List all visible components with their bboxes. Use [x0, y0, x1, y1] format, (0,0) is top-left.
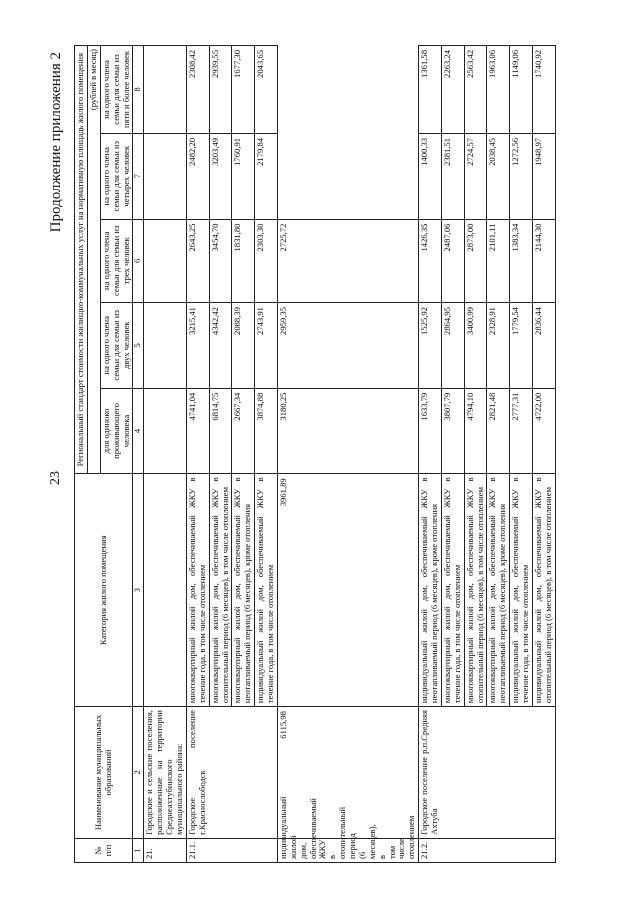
value-cell: 3807,79	[441, 388, 464, 474]
header-sub-1: для одиноко проживающего человека	[100, 388, 133, 474]
value-cell: 2873,00	[464, 219, 487, 302]
value-cell: 6115,98	[277, 707, 418, 839]
column-index: 2	[133, 707, 144, 839]
tariff-table	[74, 45, 556, 863]
value-cell: 1525,92	[419, 303, 442, 389]
value-cell: 1779,54	[510, 303, 533, 389]
value-cell: 3400,99	[464, 303, 487, 389]
value-cell: 2144,30	[532, 219, 555, 302]
value-cell: 1149,06	[510, 46, 533, 134]
value-cell: 2038,45	[487, 133, 510, 219]
value-cell: 2381,51	[441, 133, 464, 219]
value-cell: 2959,35	[277, 303, 418, 389]
municipality-name: Городское поселение г.Краснослободск	[186, 707, 277, 839]
value-cell: 2487,06	[441, 219, 464, 302]
header-unit: (рублей в месяц)	[87, 46, 100, 474]
value-cell: 2482,20	[186, 133, 209, 219]
municipality-name: Городское поселение р.п.Средняя Ахтуба	[419, 707, 556, 839]
value-cell: 2088,39	[232, 303, 255, 389]
housing-category: индивидуальный жилой дом, обеспечиваемый ЖКУ в отопительный период (6 месяцев), в том числе отоплением	[277, 838, 418, 862]
value-cell: 2725,72	[277, 219, 418, 302]
page-number: 23	[48, 471, 63, 485]
column-index: 7	[133, 133, 144, 219]
value-cell: 1948,97	[532, 133, 555, 219]
housing-category: многоквартирный жилой дом, обеспечиваемый ЖКУ в неотапливаемый период (6 месяцев), кроме отопления	[232, 474, 255, 707]
value-cell: 2328,91	[487, 303, 510, 389]
value-cell: 2777,31	[510, 388, 533, 474]
column-index: 3	[133, 474, 144, 707]
housing-category: многоквартирный жилой дом, обеспечиваемый ЖКУ в отопительный период (6 месяцев), в том числе отоплением	[209, 474, 232, 707]
table-row	[419, 46, 442, 863]
value-cell: 3961,89	[277, 474, 418, 707]
table-row	[277, 46, 418, 863]
value-cell: 2643,25	[186, 219, 209, 302]
value-cell: 4741,04	[186, 388, 209, 474]
housing-category: многоквартирный жилой дом, обеспечиваемый ЖКУ в течение года, в том числе отоплением	[441, 474, 464, 707]
value-cell: 2179,84	[255, 133, 278, 219]
value-cell: 1740,92	[532, 46, 555, 134]
value-cell: 2667,34	[232, 388, 255, 474]
housing-category: индивидуальный жилой дом, обеспечиваемый ЖКУ в неотапливаемый период (6 месяцев), кроме отопления	[419, 474, 442, 707]
value-cell: 2836,44	[532, 303, 555, 389]
housing-category: многоквартирный жилой дом, обеспечиваемый ЖКУ в отопительный период (6 месяцев), в том числе отоплением	[464, 474, 487, 707]
row-number: 21.1.	[186, 838, 277, 862]
value-cell: 1831,80	[232, 219, 255, 302]
value-cell: 1677,30	[232, 46, 255, 134]
value-cell: 2303,30	[255, 219, 278, 302]
header-no: № п/п	[75, 838, 133, 862]
value-cell: 1633,79	[419, 388, 442, 474]
value-cell: 2821,48	[487, 388, 510, 474]
value-cell: 1361,58	[419, 46, 442, 134]
housing-category: индивидуальный жилой дом, обеспечиваемый ЖКУ в отопительный период (6 месяцев), в том числе отоплением	[532, 474, 555, 707]
header-sub-5: на одного члена семьи для семьи из пяти и более человек	[100, 46, 133, 134]
housing-category: индивидуальный жилой дом, обеспечиваемый ЖКУ в течение года, в том числе отоплением	[510, 474, 533, 707]
column-index: 6	[133, 219, 144, 302]
value-cell: 2263,24	[441, 46, 464, 134]
value-cell: 2724,57	[464, 133, 487, 219]
value-cell: 2043,65	[255, 46, 278, 134]
column-index: 1	[133, 838, 144, 862]
value-cell: 2864,95	[441, 303, 464, 389]
row-number: 21.	[144, 838, 187, 862]
value-cell: 2743,91	[255, 303, 278, 389]
value-cell: 1963,06	[487, 46, 510, 134]
value-cell: 2939,55	[209, 46, 232, 134]
housing-category: индивидуальный жилой дом, обеспечиваемый ЖКУ в течение года, в том числе отоплением	[255, 474, 278, 707]
header-sub-3: на одного члена семьи для семьи из трех человек	[100, 219, 133, 302]
column-index: 4	[133, 388, 144, 474]
column-index: 8	[133, 46, 144, 134]
header-sub-2: на одного члена семьи для семьи из двух человек	[100, 303, 133, 389]
value-cell: 1400,33	[419, 133, 442, 219]
value-cell: 2563,42	[464, 46, 487, 134]
housing-category: многоквартирный жилой дом, обеспечиваемый ЖКУ в течение года, в том числе отоплением	[186, 474, 209, 707]
value-cell: 4722,00	[532, 388, 555, 474]
column-index: 5	[133, 303, 144, 389]
value-cell: 1760,91	[232, 133, 255, 219]
value-cell: 3180,25	[277, 388, 418, 474]
value-cell: 2308,42	[186, 46, 209, 134]
header-sub-4: на одного члена семьи для семьи из четырех человек	[100, 133, 133, 219]
continuation-title: Продолжение приложения 2	[48, 52, 64, 233]
header-category: Категория жилого помещения	[75, 474, 133, 707]
value-cell: 4342,42	[209, 303, 232, 389]
value-cell: 1383,34	[510, 219, 533, 302]
municipality-name: Городские и сельские поселения, расположенные на территории Среднеахтубинского муниципального района:	[144, 707, 187, 839]
value-cell: 2101,11	[487, 219, 510, 302]
row-number: 21.2.	[419, 838, 556, 862]
housing-category: многоквартирный жилой дом, обеспечиваемый ЖКУ в неотапливаемый период (6 месяцев), кроме отопления	[487, 474, 510, 707]
header-standard: Региональный стандарт стоимости жилищно-коммунальных услуг на нормативную площадь жилого помещения	[75, 46, 88, 474]
value-cell: 3874,88	[255, 388, 278, 474]
value-cell: 1426,35	[419, 219, 442, 302]
value-cell: 6814,75	[209, 388, 232, 474]
value-cell: 3454,70	[209, 219, 232, 302]
value-cell: 4794,10	[464, 388, 487, 474]
value-cell: 3215,41	[186, 303, 209, 389]
value-cell: 1272,56	[510, 133, 533, 219]
value-cell: 3203,49	[209, 133, 232, 219]
table-row	[144, 46, 187, 863]
table-row	[186, 46, 209, 863]
header-municipality: Наименование муниципальных образований	[75, 707, 133, 839]
